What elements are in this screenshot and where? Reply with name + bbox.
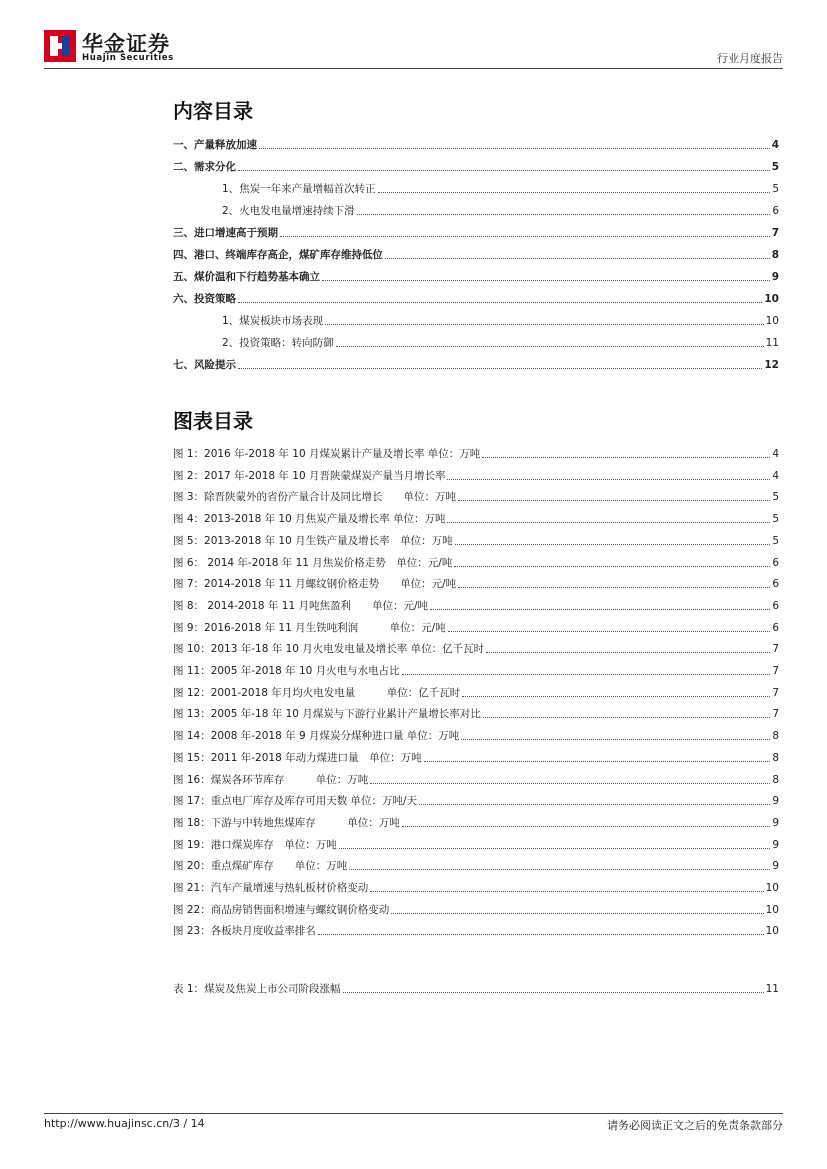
- entry-title: 图 3：除晋陕蒙外的省份产量合计及同比增长 单位：万吨: [173, 491, 457, 504]
- page-number: 11: [765, 337, 779, 349]
- toc-entry[interactable]: [173, 224, 779, 240]
- page-number: 7: [772, 708, 779, 721]
- dot-leader: [461, 739, 770, 740]
- entry-title: 三、进口增速高于预期: [173, 227, 278, 239]
- page-number: 12: [764, 359, 779, 371]
- page-number: 6: [772, 599, 779, 612]
- entry-title: 图 5：2013-2018 年 10 月生铁产量及增长率 单位：万吨: [173, 534, 453, 547]
- figure-entry[interactable]: [173, 575, 779, 591]
- entry-title: 图 10：2013 年-18 年 10 月火电发电量及增长率 单位：亿千瓦时: [173, 643, 485, 656]
- dot-leader: [322, 280, 770, 281]
- figure-entry[interactable]: [173, 445, 779, 461]
- entry-title: 图 1：2016 年-2018 年 10 月煤炭累计产量及增长率 单位：万吨: [173, 448, 481, 460]
- footer-divider: [44, 1113, 783, 1114]
- figure-entry[interactable]: [173, 857, 779, 873]
- toc-entry[interactable]: [173, 356, 779, 372]
- entry-title: 图 8： 2014-2018 年 11 月吨焦盈利 单位：元/吨: [173, 599, 428, 612]
- dot-leader: [325, 324, 763, 325]
- page-number: 10: [765, 882, 779, 894]
- dot-leader: [454, 566, 770, 567]
- page-number: 9: [772, 838, 779, 851]
- dot-leader: [462, 696, 770, 697]
- page-number: 7: [772, 686, 779, 699]
- page-number: 11: [765, 983, 779, 995]
- page-number: 6: [772, 578, 779, 591]
- entry-title: 图 9：2016-2018 年 11 月生铁吨利润 单位：元/吨: [173, 621, 446, 634]
- entry-title: 图 23：各板块月度收益率排名: [173, 925, 316, 938]
- page-number: 10: [765, 925, 779, 938]
- dot-leader: [447, 522, 770, 523]
- dot-leader: [430, 609, 770, 610]
- dot-leader: [370, 783, 770, 784]
- entry-title: 图 18：下游与中转地焦煤库存 单位：万吨: [173, 816, 400, 829]
- entry-title: 图 22：商品房销售面积增速与螺纹钢价格变动: [173, 903, 390, 916]
- dot-leader: [486, 652, 770, 653]
- entry-title: 图 16：煤炭各环节库存 单位：万吨: [173, 773, 369, 786]
- dot-leader: [448, 631, 771, 632]
- figure-entry[interactable]: [173, 467, 779, 483]
- page-header: [44, 28, 783, 68]
- toc-entry[interactable]: [222, 334, 779, 350]
- toc-entry[interactable]: [173, 158, 779, 174]
- figure-entry[interactable]: [173, 488, 779, 504]
- dot-leader: [280, 236, 770, 237]
- page-number: 6: [772, 556, 779, 569]
- dot-leader: [349, 869, 770, 870]
- figure-entry[interactable]: [173, 792, 779, 808]
- toc-entry[interactable]: [222, 180, 779, 196]
- dot-leader: [339, 848, 771, 849]
- page-number: 7: [771, 227, 779, 239]
- toc-entry[interactable]: [173, 246, 779, 262]
- page-number: 5: [772, 183, 779, 195]
- figure-entry[interactable]: [173, 771, 779, 787]
- entry-title: 图 12：2001-2018 年月均火电发电量 单位：亿千瓦时: [173, 686, 461, 699]
- figure-entry[interactable]: [173, 640, 779, 656]
- page-number: 5: [772, 491, 779, 504]
- page-number: 4: [772, 469, 779, 482]
- toc-title: 内容目录: [173, 99, 253, 123]
- dot-leader: [455, 544, 771, 545]
- entry-title: 1、焦炭一年来产量增幅首次转正: [222, 183, 376, 195]
- toc-entry[interactable]: [173, 136, 779, 152]
- dot-leader: [318, 934, 764, 935]
- entry-title: 六、投资策略: [173, 293, 236, 305]
- logo-english-name: Huajin Securities: [82, 53, 174, 63]
- entry-title: 表 1：煤炭及焦炭上市公司阶段涨幅: [173, 983, 341, 995]
- entry-title: 图 14：2008 年-2018 年 9 月煤炭分煤种进口量 单位：万吨: [173, 730, 460, 743]
- page-number: 9: [771, 271, 779, 283]
- figure-entry[interactable]: [173, 705, 779, 721]
- figure-entry[interactable]: [173, 879, 779, 895]
- dot-leader: [238, 302, 762, 303]
- entry-title: 图 13：2005 年-18 年 10 月煤炭与下游行业累计产量增长率对比: [173, 708, 481, 721]
- dot-leader: [402, 674, 771, 675]
- dot-leader: [385, 258, 770, 259]
- entry-title: 2、火电发电量增速持续下滑: [222, 205, 355, 217]
- entry-title: 图 20：重点煤矿库存 单位：万吨: [173, 860, 348, 873]
- dot-leader: [238, 368, 762, 369]
- footer-disclaimer: 请务必阅读正文之后的免责条款部分: [607, 1119, 783, 1132]
- toc-entry[interactable]: [222, 312, 779, 328]
- entry-title: 二、需求分化: [173, 161, 236, 173]
- dot-leader: [424, 761, 771, 762]
- figure-entry[interactable]: [173, 597, 779, 613]
- page-number: 5: [772, 534, 779, 547]
- page-number: 5: [771, 161, 779, 173]
- entry-title: 1、煤炭板块市场表现: [222, 315, 324, 327]
- entry-title: 图 7：2014-2018 年 11 月螺纹钢价格走势 单位：元/吨: [173, 578, 457, 591]
- page-number: 8: [772, 773, 779, 786]
- figure-entry[interactable]: [173, 619, 779, 635]
- page-number: 10: [764, 293, 779, 305]
- huajin-logo-icon: [44, 30, 76, 62]
- page-number: 9: [772, 795, 779, 808]
- table-entry[interactable]: [173, 980, 779, 996]
- entry-title: 图 2：2017 年-2018 年 10 月晋陕蒙煤炭产量当月增长率: [173, 469, 446, 482]
- entry-title: 图 17：重点电厂库存及库存可用天数 单位：万吨/天: [173, 795, 418, 808]
- figure-entry[interactable]: [173, 554, 779, 570]
- entry-title: 图 19：港口煤炭库存 单位：万吨: [173, 838, 337, 851]
- entry-title: 图 21：汽车产量增速与热轧板材价格变动: [173, 882, 369, 894]
- dot-leader: [483, 717, 771, 718]
- page-number: 7: [772, 643, 779, 656]
- page-number: 10: [765, 903, 779, 916]
- dot-leader: [370, 891, 763, 892]
- entry-title: 2、投资策略：转向防御: [222, 337, 334, 349]
- page-number: 8: [772, 730, 779, 743]
- entry-title: 图 15：2011 年-2018 年动力煤进口量 单位：万吨: [173, 751, 422, 764]
- page-number: 6: [772, 205, 779, 217]
- figure-entry[interactable]: [173, 749, 779, 765]
- dot-leader: [447, 479, 770, 480]
- entry-title: 五、煤价温和下行趋势基本确立: [173, 271, 320, 283]
- figure-list-title: 图表目录: [173, 409, 253, 433]
- figure-entry[interactable]: [173, 662, 779, 678]
- page-number: 8: [772, 751, 779, 764]
- entry-title: 图 6： 2014 年-2018 年 11 月焦炭价格走势 单位：元/吨: [173, 556, 453, 569]
- report-type-label: 行业月度报告: [717, 52, 783, 65]
- figure-entry[interactable]: [173, 922, 779, 938]
- page-number: 4: [772, 448, 779, 460]
- page-number: 4: [771, 139, 779, 151]
- entry-title: 图 4：2013-2018 年 10 月焦炭产量及增长率 单位：万吨: [173, 513, 446, 526]
- figure-entry[interactable]: [173, 836, 779, 852]
- page-number: 10: [765, 315, 779, 327]
- dot-leader: [259, 148, 770, 149]
- dot-leader: [238, 170, 770, 171]
- page-number: 7: [772, 665, 779, 677]
- dot-leader: [458, 500, 770, 501]
- page-number: 9: [772, 816, 779, 829]
- dot-leader: [336, 346, 764, 347]
- entry-title: 图 11：2005 年-2018 年 10 月火电与水电占比: [173, 665, 400, 677]
- dot-leader: [419, 804, 770, 805]
- page-number: 8: [771, 249, 779, 261]
- figure-entry[interactable]: [173, 901, 779, 917]
- dot-leader: [482, 457, 770, 458]
- dot-leader: [343, 992, 764, 993]
- dot-leader: [357, 214, 771, 215]
- dot-leader: [402, 826, 771, 827]
- figure-entry[interactable]: [173, 510, 779, 526]
- page-number: 6: [772, 621, 779, 634]
- dot-leader: [378, 192, 771, 193]
- toc-entry[interactable]: [222, 202, 779, 218]
- toc-entry[interactable]: [173, 268, 779, 284]
- figure-entry[interactable]: [173, 684, 779, 700]
- entry-title: 四、港口、终端库存高企，煤矿库存维持低位: [173, 249, 383, 261]
- figure-entry[interactable]: [173, 727, 779, 743]
- toc-entry[interactable]: [173, 290, 779, 306]
- dot-leader: [458, 587, 770, 588]
- header-divider: [44, 68, 783, 69]
- footer-url[interactable]: http://www.huajinsc.cn/3 / 14: [44, 1117, 205, 1130]
- entry-title: 一、产量释放加速: [173, 139, 257, 151]
- entry-title: 七、风险提示: [173, 359, 236, 371]
- figure-entry[interactable]: [173, 814, 779, 830]
- figure-entry[interactable]: [173, 532, 779, 548]
- dot-leader: [391, 913, 763, 914]
- logo-chinese-name: 华金证券: [82, 32, 170, 56]
- page-number: 5: [772, 513, 779, 526]
- page-number: 9: [772, 860, 779, 873]
